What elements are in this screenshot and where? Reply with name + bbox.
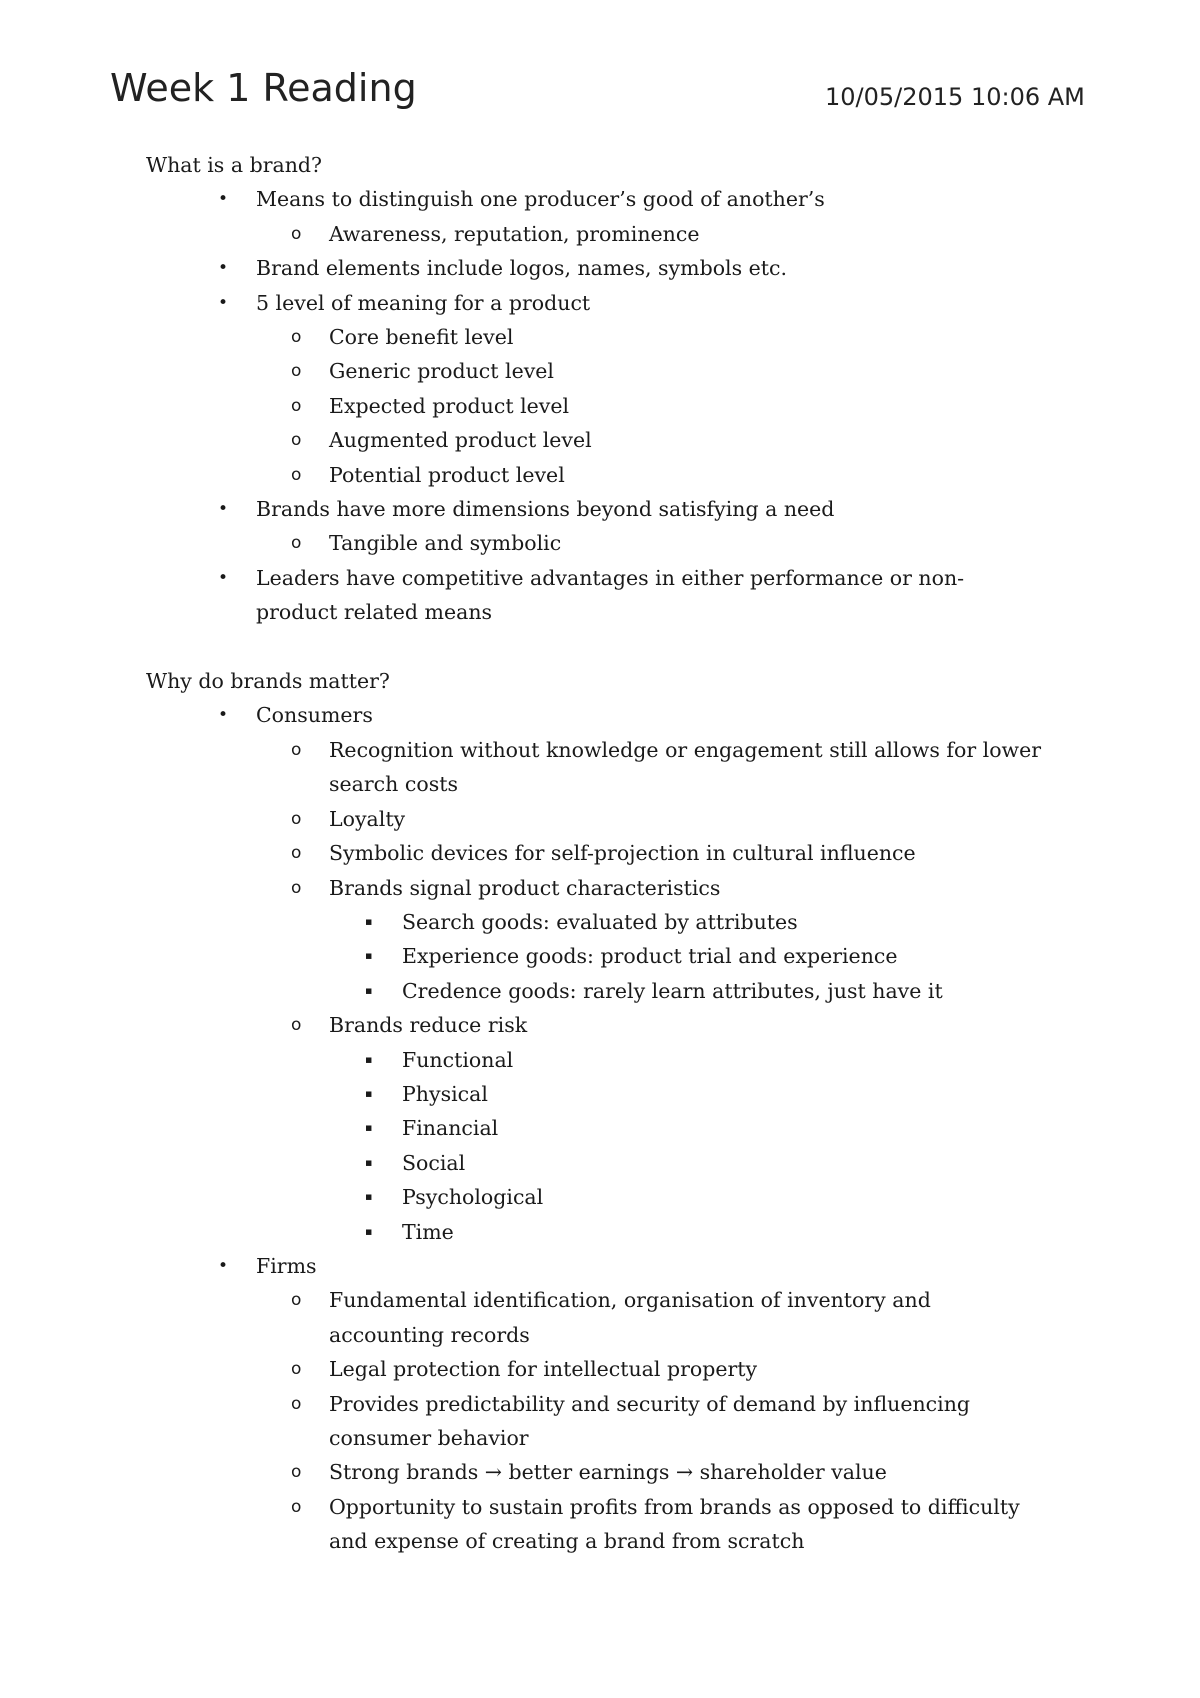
- bullet-icon: •: [218, 292, 229, 313]
- list-item: [146, 423, 1086, 457]
- list-item: [146, 802, 1086, 836]
- list-item: [146, 905, 1086, 939]
- list-item-text: 5 level of meaning for a product: [256, 290, 591, 315]
- list-item-text: Firms: [256, 1253, 317, 1278]
- circle-bullet-icon: o: [291, 1015, 302, 1036]
- list-item-text: Functional: [402, 1047, 514, 1072]
- page-title: Week 1 Reading: [110, 66, 417, 110]
- list-item-text: Psychological: [402, 1185, 544, 1210]
- list-item: [146, 1249, 1086, 1283]
- list-item: [146, 1283, 1086, 1352]
- list-item-text: Consumers: [256, 703, 373, 728]
- list-item: [146, 836, 1086, 870]
- list-item-text: Search goods: evaluated by attributes: [402, 909, 798, 934]
- list-item-text: Experience goods: product trial and experience: [402, 944, 898, 969]
- square-bullet-icon: ▪: [365, 1086, 373, 1100]
- list-item-text: Time: [402, 1219, 454, 1244]
- circle-bullet-icon: o: [291, 327, 302, 348]
- list-item-text: Credence goods: rarely learn attributes, just have it: [402, 978, 943, 1003]
- list-item: [146, 492, 1086, 526]
- list-item: [146, 251, 1086, 285]
- list-item-text: Potential product level: [329, 462, 565, 487]
- list-item-text: Physical: [402, 1081, 488, 1106]
- list-item-text: Brand elements include logos, names, symbols etc.: [256, 256, 787, 281]
- circle-bullet-icon: o: [291, 843, 302, 864]
- square-bullet-icon: ▪: [365, 914, 373, 928]
- list-item: [146, 974, 1086, 1008]
- list-item: [146, 182, 1086, 216]
- list-item: [146, 1180, 1086, 1214]
- list-item-text: Leaders have competitive advantages in either performance or non-product related means: [256, 565, 965, 625]
- bullet-list: [146, 182, 1086, 629]
- list-item: [146, 1043, 1086, 1077]
- list-item: [146, 1111, 1086, 1145]
- list-item-text: Opportunity to sustain profits from brands as opposed to difficulty and expense of creating a brand from scratch: [329, 1494, 1020, 1554]
- list-item-text: Loyalty: [329, 806, 406, 831]
- circle-bullet-icon: o: [291, 877, 302, 898]
- bullet-icon: •: [218, 189, 229, 210]
- section-spacer: [146, 630, 1086, 664]
- bullet-list: [146, 698, 1086, 1558]
- list-item-text: Augmented product level: [329, 428, 592, 453]
- circle-bullet-icon: o: [291, 1393, 302, 1414]
- circle-bullet-icon: o: [291, 361, 302, 382]
- list-item-text: Recognition without knowledge or engagement still allows for lower search costs: [329, 737, 1042, 797]
- list-item-text: Social: [402, 1150, 466, 1175]
- list-item-text: Expected product level: [329, 393, 570, 418]
- list-item-text: Financial: [402, 1116, 499, 1141]
- list-item-text: Awareness, reputation, prominence: [329, 221, 700, 246]
- circle-bullet-icon: o: [291, 1462, 302, 1483]
- list-item: [146, 1352, 1086, 1386]
- list-item: [146, 286, 1086, 320]
- list-item: [146, 458, 1086, 492]
- circle-bullet-icon: o: [291, 808, 302, 829]
- square-bullet-icon: ▪: [365, 1155, 373, 1169]
- list-item: [146, 1387, 1086, 1456]
- list-item: [146, 698, 1086, 732]
- bullet-icon: •: [218, 567, 229, 588]
- bullet-icon: •: [218, 499, 229, 520]
- circle-bullet-icon: o: [291, 1496, 302, 1517]
- square-bullet-icon: ▪: [365, 949, 373, 963]
- circle-bullet-icon: o: [291, 464, 302, 485]
- list-item: [146, 389, 1086, 423]
- circle-bullet-icon: o: [291, 533, 302, 554]
- list-item-text: Core benefit level: [329, 325, 514, 350]
- list-item: [146, 1215, 1086, 1249]
- list-item: [146, 1490, 1086, 1559]
- circle-bullet-icon: o: [291, 1359, 302, 1380]
- circle-bullet-icon: o: [291, 395, 302, 416]
- bullet-icon: •: [218, 1255, 229, 1276]
- list-item: [146, 1455, 1086, 1489]
- square-bullet-icon: ▪: [365, 1121, 373, 1135]
- list-item-text: Fundamental identification, organisation of inventory and accounting records: [329, 1288, 931, 1347]
- list-item-text: Tangible and symbolic: [329, 531, 562, 556]
- list-item-text: Strong brands → better earnings → shareholder value: [329, 1460, 887, 1485]
- list-item-text: Brands have more dimensions beyond satisfying a need: [256, 497, 835, 522]
- list-item-text: Brands reduce risk: [329, 1013, 528, 1038]
- list-item-text: Generic product level: [329, 359, 554, 384]
- bullet-icon: •: [218, 258, 229, 279]
- list-item-text: Legal protection for intellectual property: [329, 1357, 758, 1382]
- list-item: [146, 354, 1086, 388]
- list-item: [146, 1146, 1086, 1180]
- list-item: [146, 871, 1086, 905]
- section-heading: Why do brands matter?: [146, 669, 390, 694]
- list-item: [146, 217, 1086, 251]
- timestamp: 10/05/2015 10:06 AM: [825, 83, 1085, 111]
- square-bullet-icon: ▪: [365, 1190, 373, 1204]
- list-item: [146, 561, 1086, 630]
- circle-bullet-icon: o: [291, 223, 302, 244]
- list-item: [146, 939, 1086, 973]
- list-item: [146, 1008, 1086, 1042]
- circle-bullet-icon: o: [291, 430, 302, 451]
- bullet-icon: •: [218, 705, 229, 726]
- square-bullet-icon: ▪: [365, 983, 373, 997]
- list-item: [146, 526, 1086, 560]
- circle-bullet-icon: o: [291, 1290, 302, 1311]
- list-item: [146, 1077, 1086, 1111]
- list-item-text: Provides predictability and security of demand by influencing consumer behavior: [329, 1391, 971, 1451]
- list-item: [146, 733, 1086, 802]
- list-item-text: Brands signal product characteristics: [329, 875, 721, 900]
- section-heading: What is a brand?: [146, 153, 323, 177]
- circle-bullet-icon: o: [291, 739, 302, 760]
- list-item-text: Symbolic devices for self-projection in cultural influence: [329, 841, 916, 866]
- square-bullet-icon: ▪: [365, 1052, 373, 1066]
- document-body: [146, 148, 1086, 1559]
- list-item-text: Means to distinguish one producer’s good of another’s: [256, 187, 825, 212]
- square-bullet-icon: ▪: [365, 1224, 373, 1238]
- list-item: [146, 320, 1086, 354]
